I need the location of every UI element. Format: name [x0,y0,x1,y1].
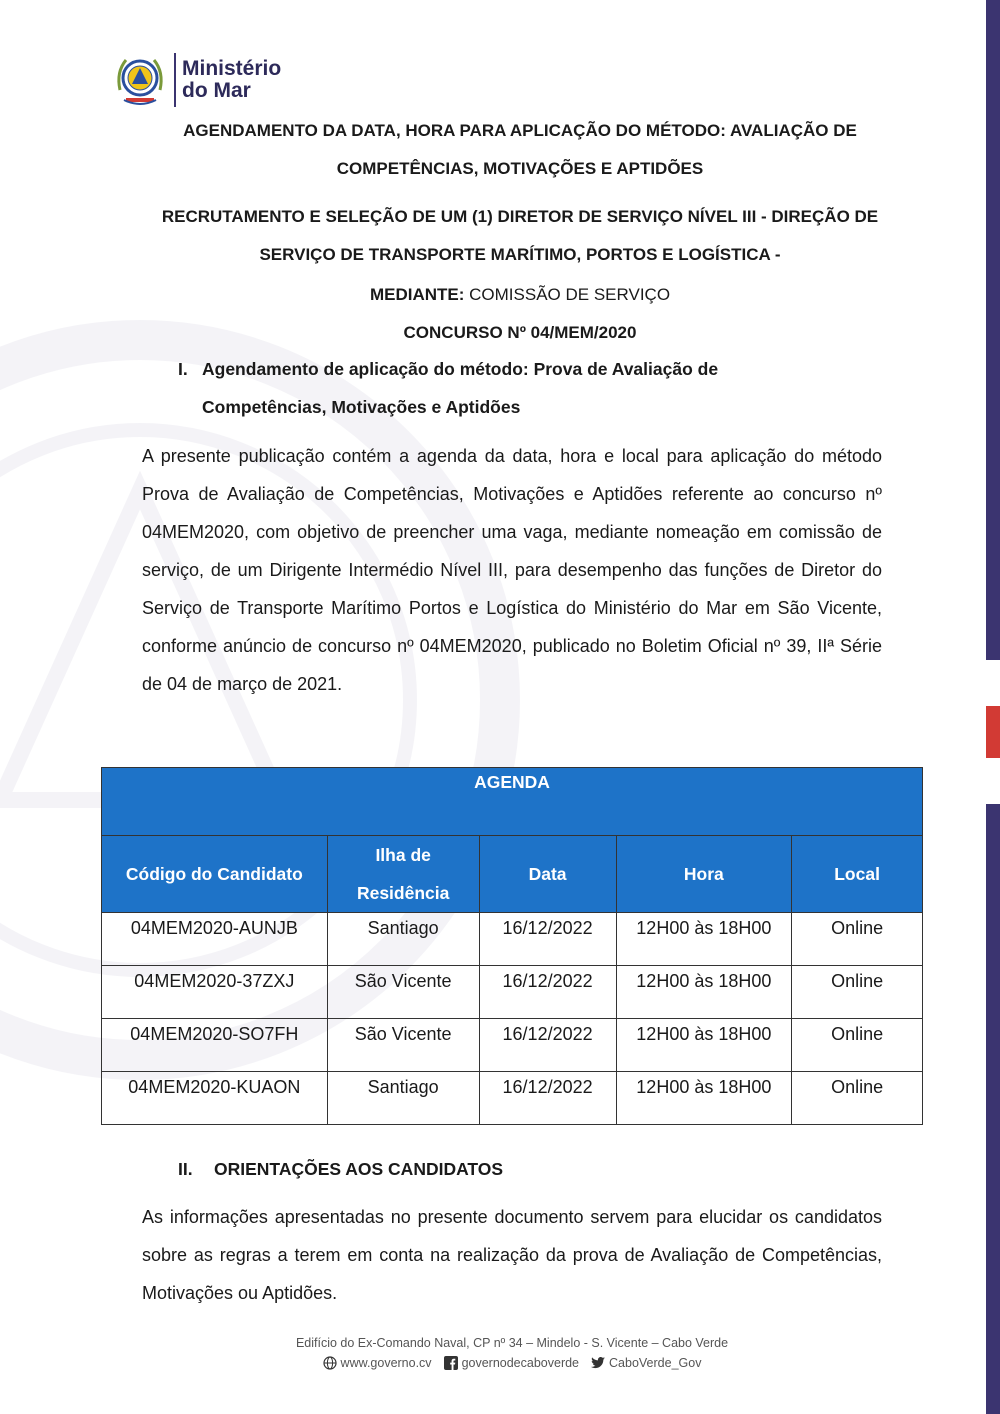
table-row [102,1019,923,1072]
col-header-hora: Hora [616,836,792,913]
footer-facebook[interactable] [444,1356,579,1370]
table-row [102,966,923,1019]
cell-local: Online [792,966,923,1019]
ministry-name [182,58,281,102]
footer-twitter-text: CaboVerde_Gov [609,1356,702,1370]
cell-hora: 12H00 às 18H00 [616,1072,792,1125]
title-line3: RECRUTAMENTO E SELEÇÃO DE UM (1) DIRETOR DE SERVIÇO NÍVEL III - DIREÇÃO DE [161,207,879,226]
logo-divider [174,53,176,107]
agenda-header-row [102,836,923,913]
twitter-icon [591,1356,605,1370]
cell-codigo: 04MEM2020-KUAON [102,1072,328,1125]
concurso-number: CONCURSO Nº 04/MEM/2020 [403,323,637,342]
cell-ilha: São Vicente [327,966,479,1019]
cell-local: Online [792,1072,923,1125]
recruitment-title [110,198,930,274]
cell-hora: 12H00 às 18H00 [616,913,792,966]
section-2-heading [178,1150,503,1188]
cell-data: 16/12/2022 [479,966,616,1019]
mediante-line [110,276,930,314]
section-2-title: ORIENTAÇÕES AOS CANDIDATOS [214,1159,504,1179]
table-row [102,913,923,966]
footer-address: Edifício do Ex-Comando Naval, CP nº 34 – Mindelo - S. Vicente – Cabo Verde [295,1336,729,1350]
decorative-stripe-top [986,0,1000,660]
org-line1: Ministério [182,57,282,80]
mediante-label: MEDIANTE: [369,285,465,304]
cell-data: 16/12/2022 [479,1019,616,1072]
cell-ilha: Santiago [327,913,479,966]
ministry-logo [112,50,281,110]
title-line4: SERVIÇO DE TRANSPORTE MARÍTIMO, PORTOS E LOGÍSTICA - [259,245,781,264]
decorative-stripe-red [986,706,1000,758]
cell-codigo: 04MEM2020-37ZXJ [102,966,328,1019]
footer-website-text: www.governo.cv [340,1356,432,1370]
agenda-title: AGENDA [102,768,923,836]
section-1-heading [178,350,798,426]
section-1-paragraph: A presente publicação contém a agenda da data, hora e local para aplicação do método Prova de Avaliação de Competências, Motivações e Aptidões referente ao concurso nº 04MEM2020, com objetivo de preencher uma vaga, mediante nomeação em comissão de serviço, de um Dirigente Intermédio Nível III, para desempenho das funções de Diretor do Serviço de Transporte Marítimo Portos e Logística do Ministério do Mar em São Vicente, conforme anúncio de concurso nº 04MEM2020, publicado no Boletim Oficial nº 39, IIª Série de 04 de março de 2021. [142,446,882,694]
table-row [102,1072,923,1125]
cell-codigo: 04MEM2020-SO7FH [102,1019,328,1072]
col-header-data: Data [479,836,616,913]
cell-data: 16/12/2022 [479,913,616,966]
cell-local: Online [792,1019,923,1072]
document-title [110,112,930,188]
mediante-value: COMISSÃO DE SERVIÇO [469,285,671,304]
section-1-number: I. [178,359,188,379]
cell-ilha: São Vicente [327,1019,479,1072]
section-2-paragraph: As informações apresentadas no presente documento servem para elucidar os candidatos sobre as regras a terem em conta na realização da prova de Avaliação de Competências, Motivações ou Aptidões. [142,1207,882,1303]
agenda-table [101,767,923,1125]
title-line1: AGENDAMENTO DA DATA, HORA PARA APLICAÇÃO DO MÉTODO: AVALIAÇÃO DE [183,121,857,140]
cell-hora: 12H00 às 18H00 [616,966,792,1019]
facebook-icon [444,1356,458,1370]
footer-links [12,1356,1000,1370]
cell-hora: 12H00 às 18H00 [616,1019,792,1072]
footer-twitter[interactable] [591,1356,701,1370]
footer-website[interactable] [323,1356,432,1370]
cell-ilha: Santiago [327,1072,479,1125]
section-1-title-line1: Agendamento de aplicação do método: Prova de Avaliação de [202,359,719,379]
cell-codigo: 04MEM2020-AUNJB [102,913,328,966]
col-header-ilha: Ilha de Residência [327,836,479,913]
agenda-title-row [102,768,923,836]
cell-local: Online [792,913,923,966]
footer-facebook-text: governodecaboverde [461,1356,580,1370]
coat-of-arms-icon [112,50,168,110]
col-header-codigo: Código do Candidato [102,836,328,913]
decorative-stripe-bottom [986,804,1000,1414]
cell-data: 16/12/2022 [479,1072,616,1125]
section-2-number: II. [178,1159,193,1179]
org-line2: do Mar [182,79,251,102]
section-1-title-line2: Competências, Motivações e Aptidões [202,397,521,417]
globe-icon [323,1356,337,1370]
col-header-local: Local [792,836,923,913]
title-line2: COMPETÊNCIAS, MOTIVAÇÕES E APTIDÕES [336,159,704,178]
